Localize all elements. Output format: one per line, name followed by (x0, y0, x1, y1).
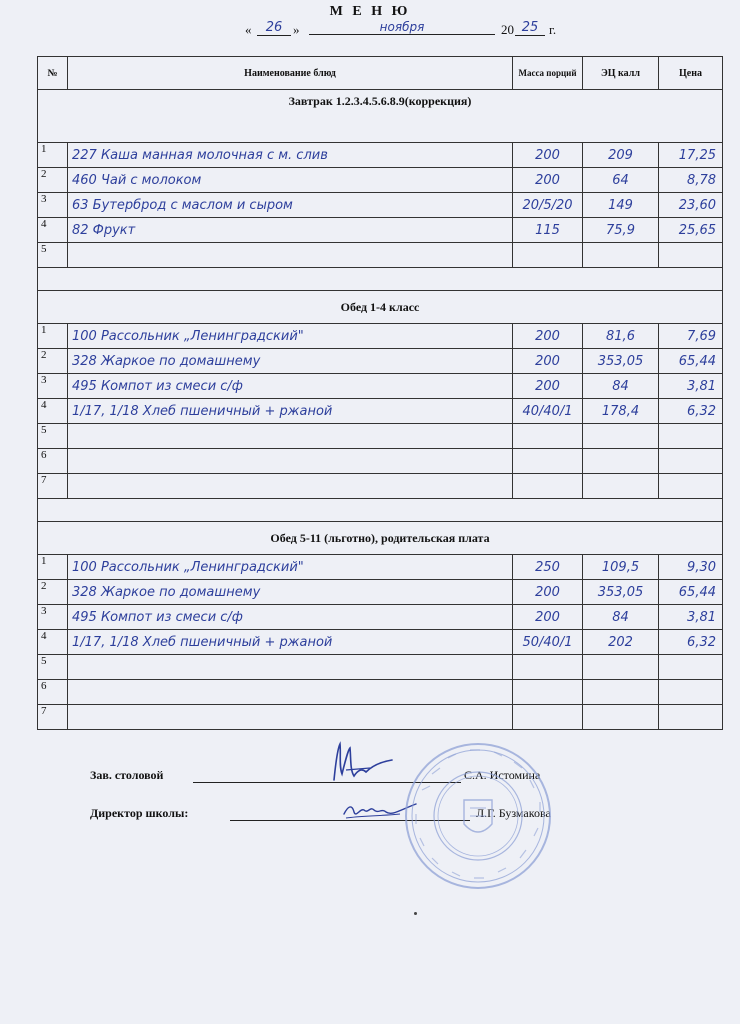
price-value: 65,44 (659, 580, 723, 605)
energy-value: 178,4 (583, 399, 659, 424)
row-number: 5 (38, 655, 68, 680)
date-century: 20 (501, 22, 514, 37)
price-value: 7,69 (659, 324, 723, 349)
dish-name (68, 449, 513, 474)
column-header-dish: Наименование блюд (68, 57, 513, 90)
row-number: 4 (38, 630, 68, 655)
energy-value (583, 474, 659, 499)
price-value: 3,81 (659, 605, 723, 630)
portion-mass: 250 (513, 555, 583, 580)
row-number: 1 (38, 143, 68, 168)
row-number: 3 (38, 374, 68, 399)
portion-mass: 40/40/1 (513, 399, 583, 424)
school-stamp-seal (402, 740, 554, 892)
row-number: 1 (38, 324, 68, 349)
table-row (38, 449, 723, 474)
table-row (38, 630, 723, 655)
dish-name (68, 680, 513, 705)
section-title: Завтрак 1.2.3.4.5.6.8.9(коррекция) (38, 90, 723, 143)
price-value: 17,25 (659, 143, 723, 168)
portion-mass: 20/5/20 (513, 193, 583, 218)
table-row (38, 324, 723, 349)
energy-value (583, 424, 659, 449)
portion-mass (513, 474, 583, 499)
date-month: ноября (309, 20, 495, 35)
price-value: 6,32 (659, 399, 723, 424)
column-header-energy: ЭЦ калл (583, 57, 659, 90)
date-open-quote: « (245, 22, 252, 37)
date-day: 26 (257, 20, 291, 36)
row-number: 6 (38, 449, 68, 474)
table-row (38, 374, 723, 399)
dish-name: 328 Жаркое по домашнему (68, 580, 513, 605)
row-number: 2 (38, 580, 68, 605)
canteen-head-label: Зав. столовой (90, 768, 164, 782)
energy-value: 209 (583, 143, 659, 168)
date-year: 25 (515, 20, 545, 36)
dish-name: 82 Фрукт (68, 218, 513, 243)
energy-value: 81,6 (583, 324, 659, 349)
section-gap-row (38, 499, 723, 522)
canteen-signature-mark (326, 740, 396, 786)
energy-value: 64 (583, 168, 659, 193)
column-header-price: Цена (659, 57, 723, 90)
row-number: 2 (38, 168, 68, 193)
row-number: 3 (38, 605, 68, 630)
energy-value: 75,9 (583, 218, 659, 243)
row-number: 2 (38, 349, 68, 374)
section-gap-cell (38, 499, 723, 522)
row-number: 5 (38, 424, 68, 449)
dish-name: 100 Рассольник „Ленинградский" (68, 555, 513, 580)
table-row (38, 474, 723, 499)
row-number: 4 (38, 218, 68, 243)
portion-mass: 200 (513, 580, 583, 605)
dish-name: 328 Жаркое по домашнему (68, 349, 513, 374)
section-title: Обед 1-4 класс (38, 291, 723, 324)
menu-table-body (38, 90, 723, 730)
row-number: 3 (38, 193, 68, 218)
portion-mass (513, 655, 583, 680)
table-row (38, 580, 723, 605)
table-row (38, 349, 723, 374)
portion-mass: 200 (513, 324, 583, 349)
section-header-row (38, 291, 723, 324)
price-value: 65,44 (659, 349, 723, 374)
portion-mass: 50/40/1 (513, 630, 583, 655)
table-row (38, 243, 723, 268)
dish-name: 495 Компот из смеси с/ф (68, 605, 513, 630)
row-number: 1 (38, 555, 68, 580)
table-row (38, 680, 723, 705)
section-header-row (38, 522, 723, 555)
portion-mass (513, 424, 583, 449)
price-value (659, 243, 723, 268)
price-value: 6,32 (659, 630, 723, 655)
dish-name (68, 705, 513, 730)
dish-name (68, 243, 513, 268)
column-header-num: № (38, 57, 68, 90)
portion-mass (513, 449, 583, 474)
price-value: 8,78 (659, 168, 723, 193)
table-row (38, 605, 723, 630)
section-title: Обед 5-11 (льготно), родительская плата (38, 522, 723, 555)
dish-name: 227 Каша манная молочная с м. слив (68, 143, 513, 168)
director-name: Л.Г. Бузмакова (476, 806, 551, 820)
price-value: 25,65 (659, 218, 723, 243)
table-row (38, 218, 723, 243)
energy-value: 353,05 (583, 580, 659, 605)
energy-value (583, 243, 659, 268)
document-title: М Е Н Ю (329, 4, 411, 19)
canteen-head-name: С.А. Истомина (464, 768, 541, 782)
director-label: Директор школы: (90, 806, 189, 820)
section-header-row (38, 90, 723, 143)
table-row (38, 655, 723, 680)
portion-mass: 200 (513, 349, 583, 374)
table-header-row (38, 57, 723, 90)
price-value (659, 705, 723, 730)
ink-dot (414, 912, 417, 915)
date-suffix: г. (549, 22, 557, 37)
row-number: 5 (38, 243, 68, 268)
dish-name (68, 474, 513, 499)
portion-mass (513, 243, 583, 268)
price-value (659, 680, 723, 705)
table-row (38, 424, 723, 449)
dish-name: 100 Рассольник „Ленинградский" (68, 324, 513, 349)
portion-mass: 200 (513, 374, 583, 399)
portion-mass: 200 (513, 143, 583, 168)
dish-name (68, 655, 513, 680)
section-gap-row (38, 268, 723, 291)
dish-name: 1/17, 1/18 Хлеб пшеничный + ржаной (68, 399, 513, 424)
price-value (659, 655, 723, 680)
table-row (38, 555, 723, 580)
dish-name: 495 Компот из смеси с/ф (68, 374, 513, 399)
energy-value: 353,05 (583, 349, 659, 374)
row-number: 7 (38, 474, 68, 499)
row-number: 6 (38, 680, 68, 705)
energy-value: 202 (583, 630, 659, 655)
energy-value (583, 705, 659, 730)
dish-name: 63 Бутерброд с маслом и сыром (68, 193, 513, 218)
energy-value: 84 (583, 374, 659, 399)
energy-value (583, 655, 659, 680)
energy-value: 109,5 (583, 555, 659, 580)
date-line (245, 22, 575, 42)
portion-mass: 115 (513, 218, 583, 243)
date-close-quote: » (293, 22, 300, 37)
price-value (659, 424, 723, 449)
portion-mass (513, 680, 583, 705)
energy-value (583, 449, 659, 474)
row-number: 4 (38, 399, 68, 424)
table-row (38, 193, 723, 218)
price-value: 23,60 (659, 193, 723, 218)
row-number: 7 (38, 705, 68, 730)
portion-mass: 200 (513, 168, 583, 193)
table-row (38, 143, 723, 168)
energy-value: 149 (583, 193, 659, 218)
energy-value (583, 680, 659, 705)
portion-mass: 200 (513, 605, 583, 630)
menu-table (37, 56, 723, 730)
section-gap-cell (38, 268, 723, 291)
table-row (38, 399, 723, 424)
price-value (659, 449, 723, 474)
dish-name: 460 Чай с молоком (68, 168, 513, 193)
price-value: 9,30 (659, 555, 723, 580)
dish-name: 1/17, 1/18 Хлеб пшеничный + ржаной (68, 630, 513, 655)
column-header-mass: Масса порций (513, 57, 583, 90)
dish-name (68, 424, 513, 449)
table-row (38, 168, 723, 193)
energy-value: 84 (583, 605, 659, 630)
price-value (659, 474, 723, 499)
table-row (38, 705, 723, 730)
portion-mass (513, 705, 583, 730)
price-value: 3,81 (659, 374, 723, 399)
